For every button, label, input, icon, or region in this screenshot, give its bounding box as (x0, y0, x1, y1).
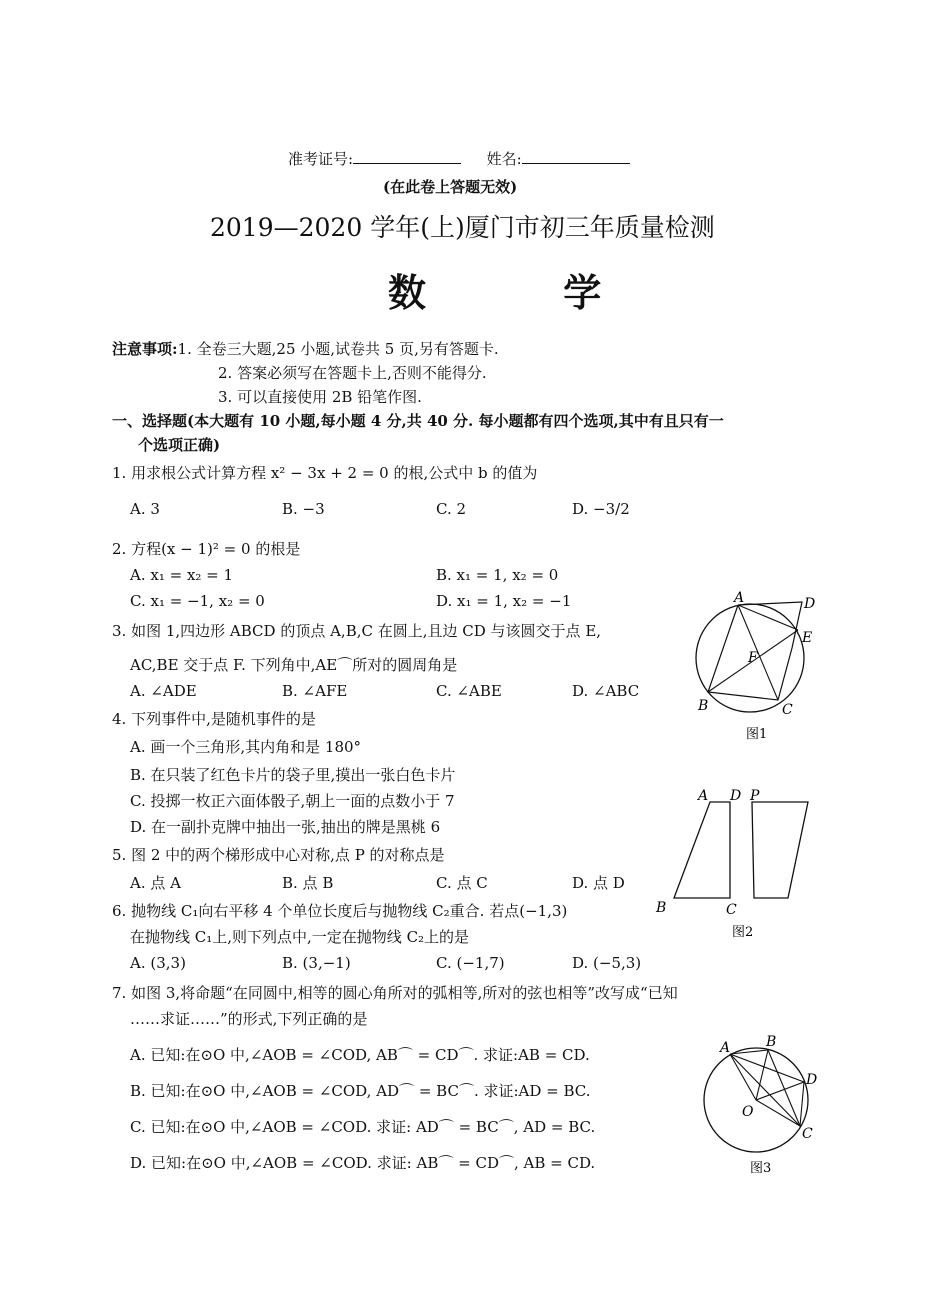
q7-option-b: B. 已知:在⊙O 中,∠AOB = ∠COD, AD⌒ = BC⌒. 求证:AD = BC. (130, 1082, 591, 1100)
question-6-line2: 在抛物线 C₁上,则下列点中,一定在抛物线 C₂上的是 (130, 928, 470, 946)
q4-option-a: A. 画一个三角形,其内角和是 180° (130, 738, 362, 756)
fig3-label-b: B (766, 1034, 777, 1050)
candidate-id-blank (353, 149, 461, 164)
q7-option-a: A. 已知:在⊙O 中,∠AOB = ∠COD, AB⌒ = CD⌒. 求证:AB = CD. (130, 1046, 590, 1064)
q1-option-c: C. 2 (436, 500, 467, 518)
question-7-line2: ……求证……”的形式,下列正确的是 (130, 1010, 368, 1028)
fig2-label-b: B (656, 900, 667, 916)
q1-option-b: B. −3 (282, 500, 325, 518)
q5-option-c: C. 点 C (436, 874, 488, 892)
fig1-caption: 图1 (746, 727, 768, 742)
candidate-id-label: 准考证号: (288, 150, 354, 168)
q2-option-d: D. x₁ = 1, x₂ = −1 (436, 592, 572, 610)
note-item-2: 2. 答案必须写在答题卡上,否则不能得分. (218, 364, 487, 382)
q7-option-c: C. 已知:在⊙O 中,∠AOB = ∠COD. 求证: AD⌒ = BC⌒, AD = BC. (130, 1118, 596, 1136)
q6-option-b: B. (3,−1) (282, 954, 351, 972)
fig3-label-a: A (720, 1040, 731, 1056)
fig3-chord-ad (730, 1054, 804, 1082)
q3-option-a: A. ∠ADE (130, 682, 197, 700)
exam-title: 2019—2020 学年(上)厦门市初三年质量检测 (210, 213, 715, 242)
fig1-label-c: C (782, 702, 793, 718)
invalid-note: (在此卷上答题无效) (383, 178, 518, 196)
figure-2 (650, 786, 830, 946)
name-label: 姓名: (486, 150, 522, 168)
q6-option-d: D. (−5,3) (572, 954, 642, 972)
note-item-3: 3. 可以直接使用 2B 铅笔作图. (218, 388, 422, 406)
q5-option-d: D. 点 D (572, 874, 625, 892)
question-3-line2: AC,BE 交于点 F. 下列角中,AE⌒所对的圆周角是 (130, 656, 458, 674)
q5-option-b: B. 点 B (282, 874, 334, 892)
fig3-label-o: O (742, 1104, 754, 1120)
candidate-id-row (288, 148, 630, 169)
q4-option-b: B. 在只装了红色卡片的袋子里,摸出一张白色卡片 (130, 766, 456, 784)
question-1: 1. 用求根公式计算方程 x² − 3x + 2 = 0 的根,公式中 b 的值为 (112, 464, 538, 482)
q4-option-d: D. 在一副扑克牌中抽出一张,抽出的牌是黑桃 6 (130, 818, 441, 836)
fig2-label-p: P (750, 788, 760, 804)
q2-option-c: C. x₁ = −1, x₂ = 0 (130, 592, 265, 610)
q2-option-b: B. x₁ = 1, x₂ = 0 (436, 566, 559, 584)
question-4: 4. 下列事件中,是随机事件的是 (112, 710, 316, 728)
q7-option-d: D. 已知:在⊙O 中,∠AOB = ∠COD. 求证: AB⌒ = CD⌒, AB = CD. (130, 1154, 596, 1172)
question-5: 5. 图 2 中的两个梯形成中心对称,点 P 的对称点是 (112, 846, 445, 864)
note-item-1: 1. 全卷三大题,25 小题,试卷共 5 页,另有答题卡. (177, 340, 499, 358)
fig3-radius-od (756, 1082, 804, 1100)
fig1-label-e: E (802, 630, 813, 646)
fig3-label-c: C (802, 1126, 813, 1142)
fig2-caption: 图2 (732, 925, 754, 940)
fig3-caption: 图3 (750, 1161, 772, 1176)
q2-option-a: A. x₁ = x₂ = 1 (130, 566, 234, 584)
q3-option-d: D. ∠ABC (572, 682, 640, 700)
fig3-radius-ob (756, 1050, 768, 1100)
fig2-trapezoid-right (752, 802, 808, 898)
fig1-label-d: D (804, 596, 816, 612)
figure-3 (700, 1034, 830, 1184)
q6-option-a: A. (3,3) (130, 954, 186, 972)
name-blank (522, 149, 630, 164)
notes-block (112, 338, 499, 359)
q4-option-c: C. 投掷一枚正六面体骰子,朝上一面的点数小于 7 (130, 792, 455, 810)
fig3-chord-bc (768, 1050, 800, 1126)
q6-option-c: C. (−1,7) (436, 954, 505, 972)
question-2: 2. 方程(x − 1)² = 0 的根是 (112, 540, 301, 558)
q3-option-c: C. ∠ABE (436, 682, 502, 700)
fig2-label-d: D (730, 788, 742, 804)
fig1-label-f: F (748, 650, 758, 666)
question-7-line1: 7. 如图 3,将命题“在同圆中,相等的圆心角所对的弧相等,所对的弦也相等”改写成“已知 (112, 984, 678, 1002)
subject-title: 数 学 (388, 270, 664, 315)
fig1-label-b: B (698, 698, 709, 714)
question-6-line1: 6. 抛物线 C₁向右平移 4 个单位长度后与抛物线 C₂重合. 若点(−1,3) (112, 902, 568, 920)
fig2-label-a: A (698, 788, 709, 804)
section-title-line1: 一、选择题(本大题有 10 小题,每小题 4 分,共 40 分. 每小题都有四个选项,其中有且只有一 (112, 412, 724, 430)
fig2-trapezoid-left (674, 802, 730, 898)
fig3-chord-dc (800, 1082, 804, 1126)
fig3-label-d: D (806, 1072, 818, 1088)
q1-option-d: D. −3/2 (572, 500, 630, 518)
question-3-line1: 3. 如图 1,四边形 ABCD 的顶点 A,B,C 在圆上,且边 CD 与该圆交于点 E, (112, 622, 602, 640)
figure-1 (690, 590, 830, 750)
section-title-line2: 个选项正确) (138, 436, 221, 454)
fig1-label-a: A (734, 590, 745, 606)
q1-option-a: A. 3 (130, 500, 160, 518)
fig2-label-c: C (726, 902, 737, 918)
q5-option-a: A. 点 A (130, 874, 181, 892)
q3-option-b: B. ∠AFE (282, 682, 348, 700)
notes-label: 注意事项: (112, 340, 178, 358)
